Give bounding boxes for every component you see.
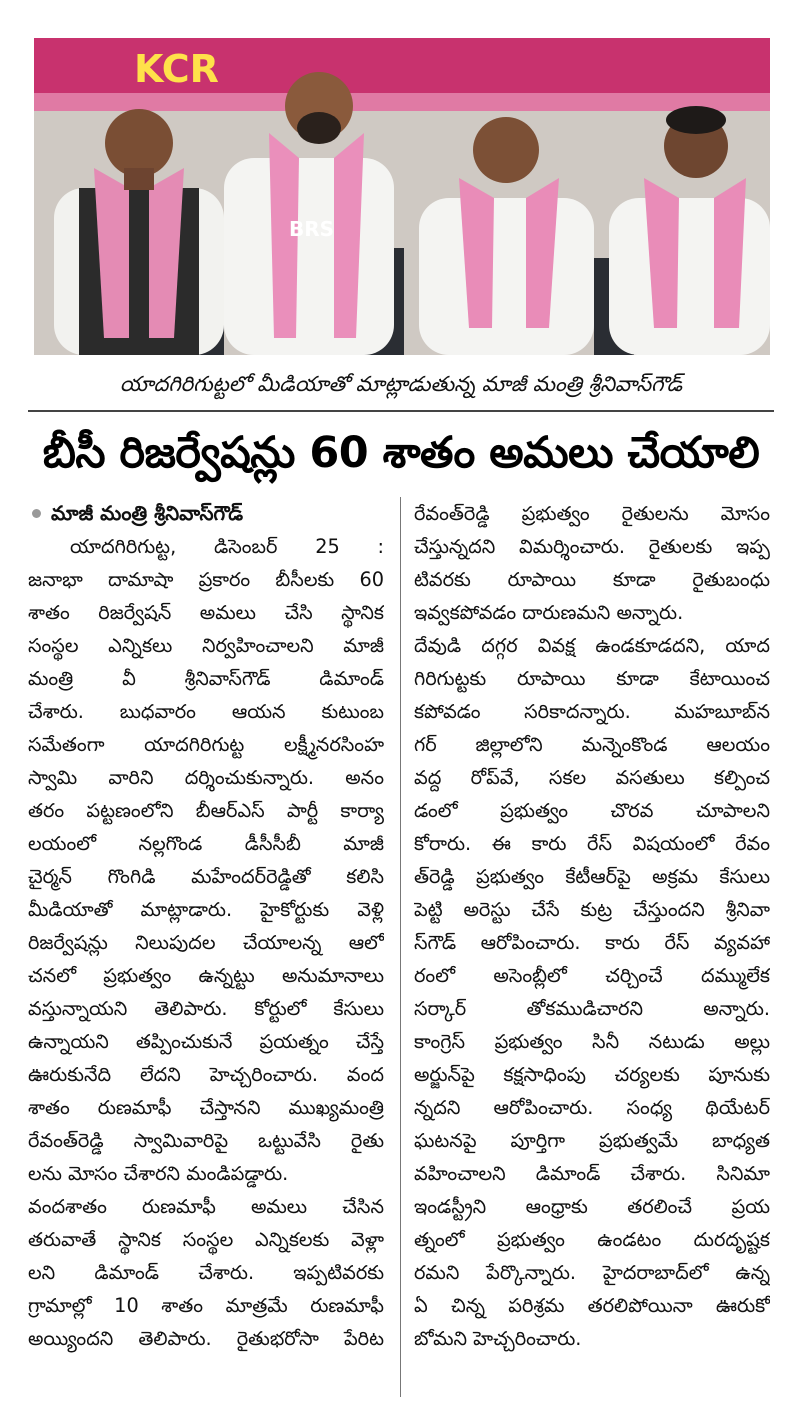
text-line: లని డిమాండ్ చేశారు. ఇప్పటివరకు (28, 1261, 384, 1284)
text-line: రమని పేర్కొన్నారు. హైదరాబాద్‌లో ఉన్న (414, 1261, 770, 1284)
text-line: చేస్తున్నదని విమర్శించారు. రైతులకు ఇప్ప (414, 535, 770, 558)
text-line: త్‌రెడ్డి ప్రభుత్వం కేటీఆర్‌పై అక్రమ కేసులు (414, 865, 770, 888)
text-line: రేవంత్‌రెడ్డి స్వామివారిపై ఒట్టువేసి రైతు (28, 1129, 384, 1152)
text-line: రంలో అసెంబ్లీలో చర్చించే దమ్ములేక (414, 964, 770, 987)
text-line: టివరకు రూపాయి కూడా రైతుబంధు (414, 568, 770, 591)
text-line: రిజర్వేషన్లు నిలుపుదల చేయాలన్న ఆలో (28, 931, 384, 954)
text-line: వందశాతం రుణమాఫీ అమలు చేసిన (28, 1195, 384, 1218)
text-line: ఇండస్ట్రీని ఆంధ్రాకు తరలించే ప్రయ (414, 1195, 770, 1218)
text-line: శాతం రిజర్వేషన్ అమలు చేసి స్థానిక (28, 601, 384, 624)
text-line: శాతం రుణమాఫీ చేస్తానని ముఖ్యమంత్రి (28, 1096, 384, 1119)
byline (28, 497, 384, 530)
text-line: రేవంత్‌రెడ్డి ప్రభుత్వం రైతులను మోసం (414, 502, 770, 525)
text-line: ఇవ్వకపోవడం దారుణమని అన్నారు. (414, 601, 684, 624)
bullet-icon (32, 509, 41, 518)
photo-caption: యాదగిరిగుట్టలో మీడియాతో మాట్లాడుతున్న మాజీ మంత్రి శ్రీనివాస్‌గౌడ్ (28, 362, 774, 412)
text-line: కోరారు. ఈ కారు రేస్ విషయంలో రేవం (414, 832, 770, 855)
text-line: ఊరుకునేది లేదని హెచ్చరించారు. వంద (28, 1063, 384, 1086)
text-line: యాదగిరిగుట్ట, డిసెంబర్ 25 : (70, 535, 384, 558)
text-line: మీడియాతో మాట్లాడారు. హైకోర్టుకు వెళ్లి (28, 898, 384, 921)
text-line: కపోవడం సరికాదన్నారు. మహబూబ్‌న (414, 700, 770, 723)
text-line: డంలో ప్రభుత్వం చొరవ చూపాలని (414, 799, 770, 822)
text-line: లయంలో నల్లగొండ డీసీసీబీ మాజీ (28, 832, 384, 855)
banner-text: KCR (134, 47, 219, 91)
news-clipping (28, 0, 774, 1427)
byline-text: మాజీ మంత్రి శ్రీనివాస్‌గౌడ్ (51, 501, 244, 525)
text-line: వద్ద రోప్‌వే, సకల వసతులు కల్పించ (414, 766, 770, 789)
text-line: చేశారు. బుధవారం ఆయన కుటుంబ (28, 700, 384, 723)
left-column (28, 497, 384, 1355)
text-line: వహించాలని డిమాండ్ చేశారు. సినిమా (414, 1162, 770, 1185)
text-line: చనలో ప్రభుత్వం ఉన్నట్టు అనుమానాలు (28, 964, 384, 987)
text-line: వస్తున్నాయని తెలిపారు. కోర్టులో కేసులు (28, 997, 384, 1020)
text-line: అయ్యిందని తెలిపారు. రైతుభరోసా పేరిట (28, 1327, 384, 1350)
text-line: గిరిగుట్టకు రూపాయి కూడా కేటాయించ (414, 667, 770, 690)
text-line: ఉన్నాయని తప్పించుకునే ప్రయత్నం చేస్తే (28, 1030, 384, 1053)
text-line: లను మోసం చేశారని మండిపడ్డారు. (28, 1162, 289, 1185)
text-line: గ్రామాల్లో 10 శాతం మాత్రమే రుణమాఫీ (28, 1294, 384, 1317)
text-line: సర్కార్ తోకముడిచారని అన్నారు. (414, 997, 770, 1020)
text-line: ఏ చిన్న పరిశ్రమ తరలిపోయినా ఊరుకో (414, 1294, 770, 1317)
text-line: స్‌గౌడ్ ఆరోపించారు. కారు రేస్ వ్యవహా (414, 931, 770, 954)
text-line: పెట్టి అరెస్టు చేసే కుట్ర చేస్తుందని శ్రీనివా (414, 898, 770, 921)
text-line: సమేతంగా యాదగిరిగుట్ట లక్ష్మీనరసింహ (28, 733, 384, 756)
text-line: బోమని హెచ్చరించారు. (414, 1327, 582, 1350)
text-line: మంత్రి వీ శ్రీనివాస్‌గౌడ్ డిమాండ్ (28, 667, 384, 690)
text-line: దేవుడి దగ్గర వివక్ష ఉండకూడదని, యాద (414, 634, 770, 657)
text-line: సంస్థల ఎన్నికలు నిర్వహించాలని మాజీ (28, 634, 384, 657)
column-divider (400, 497, 401, 1397)
headline: బీసీ రిజర్వేషన్లు 60 శాతం అమలు చేయాలి (42, 428, 760, 478)
text-line: కాంగ్రెస్ ప్రభుత్వం సినీ నటుడు అల్లు (414, 1030, 770, 1053)
text-line: త్నంలో ప్రభుత్వం ఉండటం దురదృష్టక (414, 1228, 770, 1251)
text-line: తరం పట్టణంలోని బీఆర్ఎస్ పార్టీ కార్యా (28, 799, 384, 822)
text-line: స్వామి వారిని దర్శించుకున్నారు. అనం (28, 766, 384, 789)
text-line: జనాభా దామాషా ప్రకారం బీసీలకు 60 (28, 568, 384, 591)
text-line: గర్ జిల్లాలోని మన్నెంకొండ ఆలయం (414, 733, 770, 756)
sash-text: BRS (289, 217, 335, 241)
news-photo (34, 38, 770, 355)
text-line: న్నదని ఆరోపించారు. సంధ్య థియేటర్ (414, 1096, 770, 1119)
right-column (414, 497, 770, 1355)
text-line: అర్జున్‌పై కక్షసాధింపు చర్యలకు పూనుకు (414, 1063, 770, 1086)
text-line: చైర్మన్ గొంగిడి మహేందర్‌రెడ్డితో కలిసి (28, 865, 384, 888)
text-line: ఘటనపై పూర్తిగా ప్రభుత్వమే బాధ్యత (414, 1129, 770, 1152)
text-line: తరువాతే స్థానిక సంస్థల ఎన్నికలకు వెళ్లా (28, 1228, 384, 1251)
